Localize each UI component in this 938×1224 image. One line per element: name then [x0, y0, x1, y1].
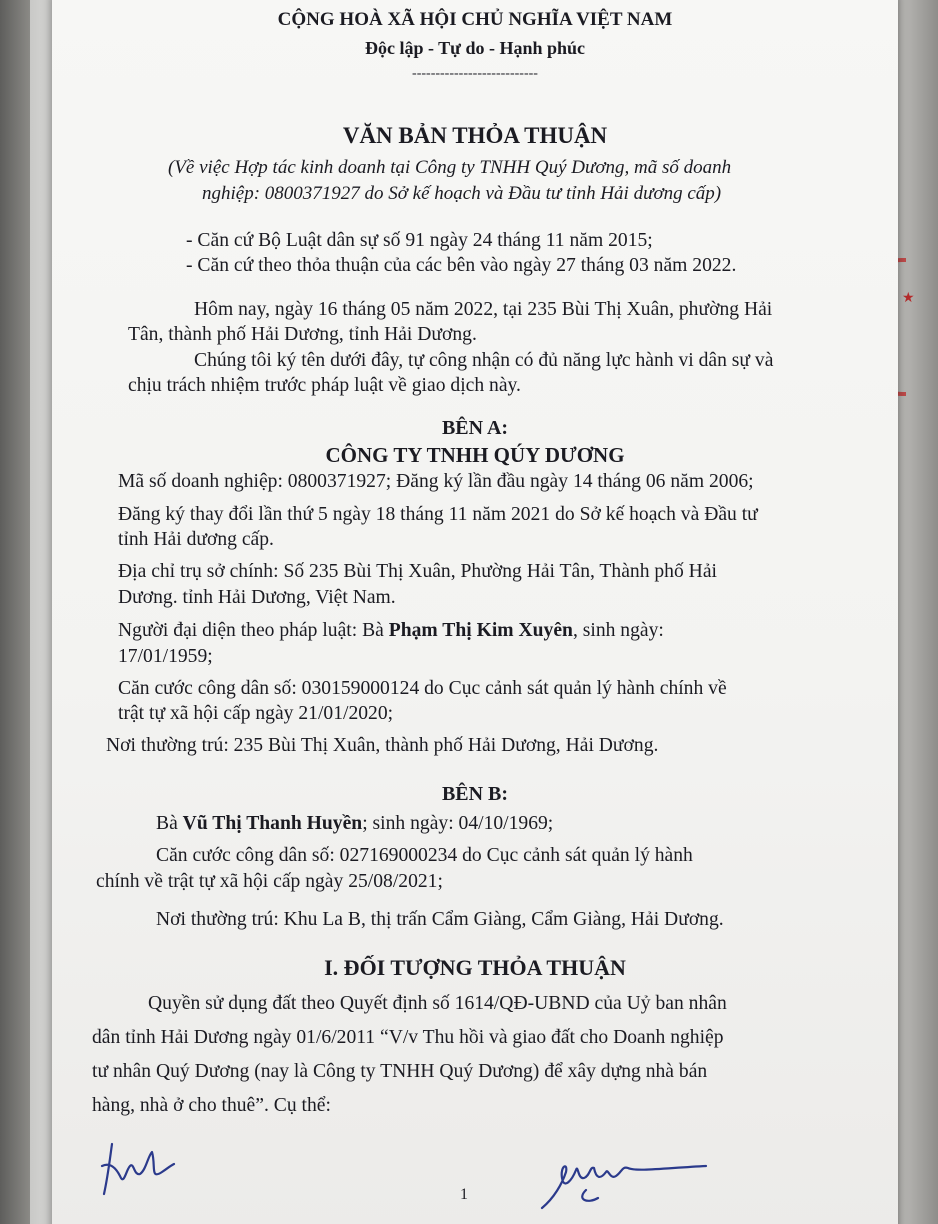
- party-a-company: CÔNG TY TNHH QÚY DƯƠNG: [325, 443, 625, 467]
- party-b-signature: [536, 1150, 716, 1220]
- party-b-dob: ; sinh ngày: 04/10/1969;: [362, 813, 554, 834]
- party-b-name-line: [156, 812, 553, 836]
- header-separator: ---------------------------: [412, 66, 538, 81]
- party-b-prefix: Bà: [156, 813, 178, 834]
- party-a-reg-line-2: Đăng ký thay đổi lần thứ 5 ngày 18 tháng 11 năm 2021 do Sở kế hoạch và Đầu tư: [118, 504, 758, 525]
- intro-line-2: Tân, thành phố Hải Dương, tỉnh Hải Dương.: [128, 324, 477, 345]
- seal-star-icon: ★: [902, 291, 915, 306]
- party-a-reg-line-1: Mã số doanh nghiệp: 0800371927; Đăng ký lần đầu ngày 14 tháng 06 năm 2006;: [118, 471, 754, 492]
- page-number: 1: [460, 1186, 468, 1203]
- legal-basis-1: - Căn cứ Bộ Luật dân sự số 91 ngày 24 tháng 11 năm 2015;: [186, 230, 653, 251]
- section-1-line-3: tư nhân Quý Dương (nay là Công ty TNHH Quý Dương) để xây dựng nhà bán: [92, 1061, 708, 1082]
- party-a-id-line-2: trật tự xã hội cấp ngày 21/01/2020;: [118, 703, 394, 724]
- party-b-residence: Nơi thường trú: Khu La B, thị trấn Cẩm Giàng, Cẩm Giàng, Hải Dương.: [156, 909, 724, 930]
- representative-prefix: Người đại diện theo pháp luật: Bà: [118, 620, 384, 641]
- subtitle-line-1: (Về việc Hợp tác kinh doanh tại Công ty TNHH Quý Dương, mã số doanh: [168, 157, 732, 178]
- party-a-address-line-2: Dương. tỉnh Hải Dương, Việt Nam.: [118, 587, 396, 608]
- document-title: VĂN BẢN THỎA THUẬN: [342, 123, 608, 148]
- party-a-signature: [90, 1136, 180, 1206]
- party-b-heading: BÊN B:: [441, 783, 509, 805]
- subtitle-line-2: nghiệp: 0800371927 do Sở kế hoạch và Đầu tư tỉnh Hải dương cấp): [202, 183, 722, 204]
- party-a-address-line-1: Địa chỉ trụ sở chính: Số 235 Bùi Thị Xuân, Phường Hải Tân, Thành phố Hải: [118, 561, 717, 582]
- section-1-heading: I. ĐỐI TƯỢNG THỎA THUẬN: [324, 955, 626, 980]
- representative-suffix: , sinh ngày:: [572, 620, 664, 641]
- legal-basis-2: - Căn cứ theo thỏa thuận của các bên vào ngày 27 tháng 03 năm 2022.: [186, 255, 737, 276]
- intro-line-1: Hôm nay, ngày 16 tháng 05 năm 2022, tại 235 Bùi Thị Xuân, phường Hải: [194, 299, 773, 320]
- section-1-line-1: Quyền sử dụng đất theo Quyết định số 1614/QĐ-UBND của Uỷ ban nhân: [148, 993, 727, 1014]
- party-b-name: Vũ Thị Thanh Huyền: [182, 813, 363, 834]
- intro-line-3: Chúng tôi ký tên dưới đây, tự công nhận có đủ năng lực hành vi dân sự và: [194, 350, 774, 371]
- party-a-heading: BÊN A:: [441, 417, 509, 439]
- party-b-id-line-2: chính về trật tự xã hội cấp ngày 25/08/2021;: [96, 871, 443, 892]
- motto: Độc lập - Tự do - Hạnh phúc: [364, 38, 586, 58]
- representative-name: Phạm Thị Kim Xuyên: [388, 620, 573, 641]
- representative-dob: 17/01/1959;: [118, 646, 213, 667]
- party-b-id-line-1: Căn cước công dân số: 027169000234 do Cục cảnh sát quản lý hành: [156, 845, 693, 866]
- intro-line-4: chịu trách nhiệm trước pháp luật về giao dịch này.: [128, 375, 521, 396]
- document-page: [52, 0, 898, 1224]
- section-1-line-4: hàng, nhà ở cho thuê”. Cụ thể:: [92, 1095, 331, 1116]
- party-a-reg-line-3: tỉnh Hải dương cấp.: [118, 529, 274, 550]
- party-a-residence: Nơi thường trú: 235 Bùi Thị Xuân, thành phố Hải Dương, Hải Dương.: [106, 735, 659, 756]
- party-a-representative: [118, 619, 664, 643]
- national-title: CỘNG HOÀ XÃ HỘI CHỦ NGHĨA VIỆT NAM: [277, 9, 673, 30]
- party-a-id-line-1: Căn cước công dân số: 030159000124 do Cục cảnh sát quản lý hành chính về: [118, 678, 727, 699]
- section-1-line-2: dân tỉnh Hải Dương ngày 01/6/2011 “V/v Thu hồi và giao đất cho Doanh nghiệp: [92, 1027, 724, 1048]
